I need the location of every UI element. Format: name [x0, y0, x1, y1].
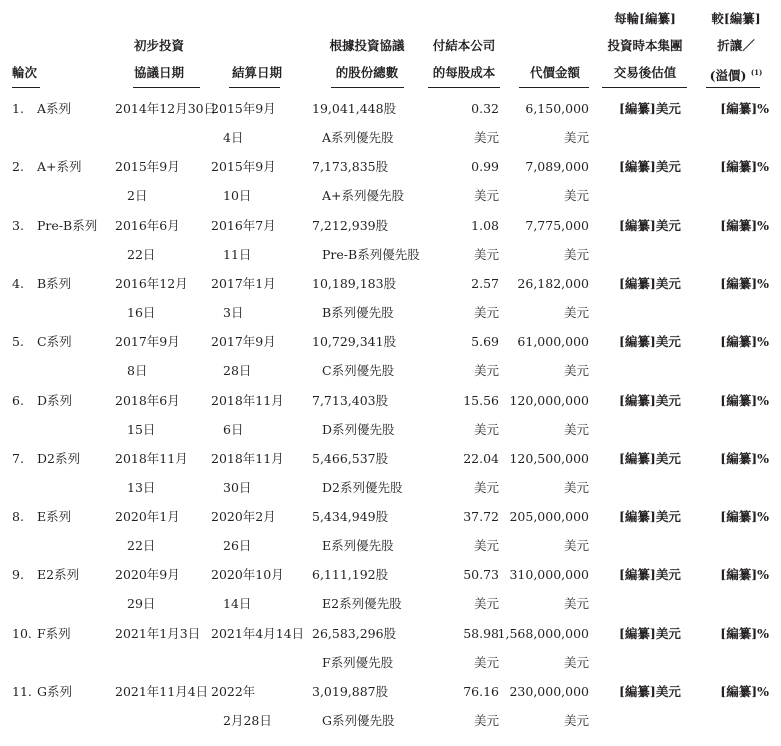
row-number: 3.: [12, 218, 24, 233]
consideration-amount: 美元: [563, 713, 589, 728]
initial-agreement-date: 2018年6月: [115, 393, 180, 408]
share-count: 5,466,537股: [312, 451, 389, 466]
round-name: Pre-B系列: [37, 218, 98, 233]
round-name: A系列: [37, 101, 72, 116]
discount-premium: [編纂]%: [720, 393, 769, 408]
row-number: 2.: [12, 159, 24, 174]
cost-per-share: 美元: [473, 305, 499, 320]
consideration-amount: 205,000,000: [509, 509, 589, 524]
header-line: 投資時本集團: [607, 38, 683, 53]
settlement-date: 28日: [223, 363, 252, 378]
cost-per-share: 15.56: [463, 393, 499, 408]
header-discount: [700, 5, 772, 89]
header-line: 較[編纂]: [711, 11, 761, 26]
discount-premium: [編纂]%: [720, 276, 769, 291]
cost-per-share: 0.99: [471, 159, 499, 174]
initial-agreement-date: 2016年6月: [115, 218, 180, 233]
consideration-amount: 美元: [563, 130, 589, 145]
round-name: E系列: [37, 509, 72, 524]
settlement-date: 10日: [223, 188, 252, 203]
header-settlement-date: [210, 59, 304, 86]
header-underline: [519, 87, 589, 88]
settlement-date: 2018年11月: [211, 451, 284, 466]
cost-per-share: 美元: [473, 480, 499, 495]
share-count: 6,111,192股: [312, 567, 389, 582]
consideration-amount: 26,182,000: [517, 276, 589, 291]
header-line: 結算日期: [231, 65, 282, 80]
cost-per-share: 2.57: [471, 276, 499, 291]
share-count: E系列優先股: [322, 538, 394, 553]
round-name: D2系列: [37, 451, 80, 466]
cost-per-share: 1.08: [471, 218, 499, 233]
consideration-amount: 230,000,000: [509, 684, 589, 699]
header-line: 的每股成本: [432, 65, 496, 80]
initial-agreement-date: 29日: [127, 596, 156, 611]
share-count: B系列優先股: [322, 305, 394, 320]
cost-per-share: 37.72: [463, 509, 499, 524]
share-count: 5,434,949股: [312, 509, 389, 524]
initial-agreement-date: 2015年9月: [115, 159, 180, 174]
initial-agreement-date: 15日: [127, 422, 156, 437]
share-count: 7,713,403股: [312, 393, 389, 408]
share-count: G系列優先股: [322, 713, 395, 728]
initial-agreement-date: 13日: [127, 480, 156, 495]
discount-premium: [編纂]%: [720, 509, 769, 524]
discount-premium: [編纂]%: [720, 567, 769, 582]
header-underline: [133, 87, 200, 88]
initial-agreement-date: 2018年11月: [115, 451, 188, 466]
cost-per-share: 50.73: [463, 567, 499, 582]
share-count: E2系列優先股: [322, 596, 402, 611]
cost-per-share: 美元: [473, 247, 499, 262]
post-money-valuation: [編纂]美元: [619, 626, 681, 641]
header-round: [12, 59, 72, 86]
cost-per-share: 76.16: [463, 684, 499, 699]
row-number: 11.: [12, 684, 32, 699]
share-count: F系列優先股: [322, 655, 394, 670]
share-count: 7,173,835股: [312, 159, 389, 174]
header-initial-date: [112, 32, 206, 86]
initial-agreement-date: 2016年12月: [115, 276, 188, 291]
settlement-date: 2018年11月: [211, 393, 284, 408]
row-number: 1.: [12, 101, 24, 116]
share-count: 7,212,939股: [312, 218, 389, 233]
discount-premium: [編纂]%: [720, 626, 769, 641]
header-valuation: [598, 5, 692, 86]
post-money-valuation: [編纂]美元: [619, 509, 681, 524]
settlement-date: 2月28日: [223, 713, 272, 728]
round-name: D系列: [37, 393, 73, 408]
discount-premium: [編纂]%: [720, 218, 769, 233]
post-money-valuation: [編纂]美元: [619, 567, 681, 582]
header-line: 每輪[編纂]: [614, 11, 676, 26]
initial-agreement-date: 16日: [127, 305, 156, 320]
share-count: D系列優先股: [322, 422, 395, 437]
cost-per-share: 美元: [473, 713, 499, 728]
header-line: 代價金額: [529, 65, 580, 80]
settlement-date: 30日: [223, 480, 252, 495]
row-number: 5.: [12, 334, 24, 349]
settlement-date: 2022年: [211, 684, 256, 699]
settlement-date: 6日: [223, 422, 244, 437]
post-money-valuation: [編纂]美元: [619, 101, 681, 116]
header-line: 協議日期: [133, 65, 184, 80]
discount-premium: [編纂]%: [720, 101, 769, 116]
consideration-amount: 美元: [563, 480, 589, 495]
header-line: 折讓／: [717, 38, 755, 53]
header-line: 的股份總數: [335, 65, 399, 80]
row-number: 10.: [12, 626, 32, 641]
consideration-amount: 美元: [563, 188, 589, 203]
consideration-amount: 120,500,000: [509, 451, 589, 466]
round-name: B系列: [37, 276, 72, 291]
post-money-valuation: [編纂]美元: [619, 684, 681, 699]
share-count: 10,729,341股: [312, 334, 397, 349]
consideration-amount: 美元: [563, 247, 589, 262]
header-underline: [331, 87, 404, 88]
header-underline: [428, 87, 500, 88]
consideration-amount: 7,089,000: [525, 159, 589, 174]
consideration-amount: 美元: [563, 538, 589, 553]
discount-premium: [編纂]%: [720, 334, 769, 349]
header-line: 付結本公司: [432, 38, 496, 53]
round-name: A+系列: [37, 159, 82, 174]
cost-per-share: 美元: [473, 422, 499, 437]
settlement-date: 14日: [223, 596, 252, 611]
settlement-date: 11日: [223, 247, 252, 262]
settlement-date: 2020年10月: [211, 567, 284, 582]
settlement-date: 2017年9月: [211, 334, 276, 349]
settlement-date: 2015年9月: [211, 101, 276, 116]
discount-premium: [編纂]%: [720, 159, 769, 174]
consideration-amount: 1,568,000,000: [497, 626, 589, 641]
cost-per-share: 0.32: [471, 101, 499, 116]
share-count: A系列優先股: [322, 130, 394, 145]
post-money-valuation: [編纂]美元: [619, 276, 681, 291]
consideration-amount: 美元: [563, 363, 589, 378]
settlement-date: 26日: [223, 538, 252, 553]
settlement-date: 2015年9月: [211, 159, 276, 174]
post-money-valuation: [編纂]美元: [619, 159, 681, 174]
header-underline: [602, 87, 687, 88]
post-money-valuation: [編纂]美元: [619, 218, 681, 233]
cost-per-share: 22.04: [463, 451, 499, 466]
settlement-date: 3日: [223, 305, 244, 320]
initial-agreement-date: 2014年12月30日: [115, 101, 217, 116]
header-shares: [310, 32, 424, 86]
header-consideration: [508, 59, 602, 86]
share-count: D2系列優先股: [322, 480, 403, 495]
header-line: 初步投資: [133, 38, 184, 53]
header-line: 交易後估值: [613, 65, 677, 80]
initial-agreement-date: 2020年1月: [115, 509, 180, 524]
settlement-date: 2021年4月14日: [211, 626, 305, 641]
discount-premium: [編纂]%: [720, 451, 769, 466]
consideration-amount: 美元: [563, 422, 589, 437]
round-name: E2系列: [37, 567, 80, 582]
share-count: 3,019,887股: [312, 684, 389, 699]
cost-per-share: 美元: [473, 130, 499, 145]
initial-agreement-date: 22日: [127, 538, 156, 553]
header-line: 輪次: [12, 65, 38, 80]
consideration-amount: 6,150,000: [525, 101, 589, 116]
row-number: 9.: [12, 567, 24, 582]
settlement-date: 2017年1月: [211, 276, 276, 291]
consideration-amount: 120,000,000: [509, 393, 589, 408]
round-name: C系列: [37, 334, 72, 349]
header-line: 根據投資協議: [329, 38, 405, 53]
share-count: 19,041,448股: [312, 101, 397, 116]
share-count: 10,189,183股: [312, 276, 397, 291]
consideration-amount: 61,000,000: [517, 334, 589, 349]
consideration-amount: 美元: [563, 305, 589, 320]
discount-premium: [編纂]%: [720, 684, 769, 699]
post-money-valuation: [編纂]美元: [619, 334, 681, 349]
share-count: A+系列優先股: [322, 188, 405, 203]
initial-agreement-date: 8日: [127, 363, 148, 378]
initial-agreement-date: 2020年9月: [115, 567, 180, 582]
share-count: 26,583,296股: [312, 626, 397, 641]
row-number: 4.: [12, 276, 24, 291]
initial-agreement-date: 2017年9月: [115, 334, 180, 349]
footnote-marker: (1): [750, 68, 763, 77]
header-underline: [12, 87, 40, 88]
share-count: Pre-B系列優先股: [322, 247, 420, 262]
round-name: F系列: [37, 626, 71, 641]
share-count: C系列優先股: [322, 363, 395, 378]
consideration-amount: 310,000,000: [509, 567, 589, 582]
post-money-valuation: [編纂]美元: [619, 393, 681, 408]
row-number: 6.: [12, 393, 24, 408]
initial-agreement-date: 2021年11月4日: [115, 684, 209, 699]
header-line: (溢價) $^{(1)}$: [709, 68, 763, 84]
header-cost: [426, 32, 502, 86]
cost-per-share: 5.69: [471, 334, 499, 349]
header-underline: [706, 87, 760, 88]
row-number: 7.: [12, 451, 24, 466]
initial-agreement-date: 22日: [127, 247, 156, 262]
cost-per-share: 美元: [473, 596, 499, 611]
post-money-valuation: [編纂]美元: [619, 451, 681, 466]
settlement-date: 2020年2月: [211, 509, 276, 524]
cost-per-share: 美元: [473, 538, 499, 553]
consideration-amount: 7,775,000: [525, 218, 589, 233]
settlement-date: 4日: [223, 130, 244, 145]
initial-agreement-date: 2021年1月3日: [115, 626, 201, 641]
cost-per-share: 美元: [473, 363, 499, 378]
cost-per-share: 58.98: [463, 626, 499, 641]
round-name: G系列: [37, 684, 72, 699]
row-number: 8.: [12, 509, 24, 524]
settlement-date: 2016年7月: [211, 218, 276, 233]
consideration-amount: 美元: [563, 655, 589, 670]
initial-agreement-date: 2日: [127, 188, 148, 203]
header-underline: [229, 87, 280, 88]
consideration-amount: 美元: [563, 596, 589, 611]
cost-per-share: 美元: [473, 655, 499, 670]
cost-per-share: 美元: [473, 188, 499, 203]
